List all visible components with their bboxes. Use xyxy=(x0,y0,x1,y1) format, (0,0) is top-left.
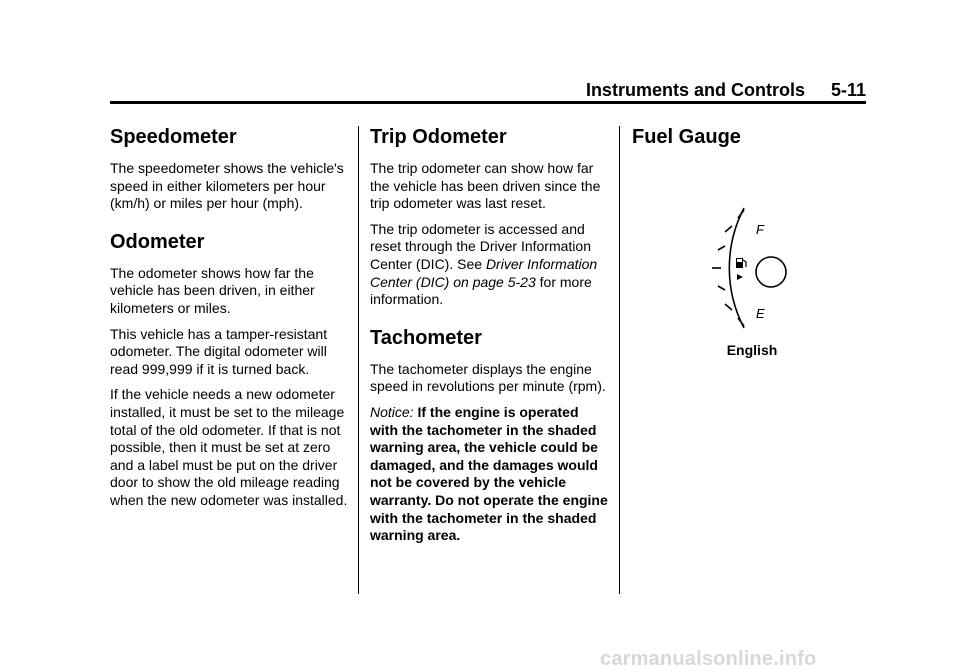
fuel-pump-icon xyxy=(736,258,746,268)
fuel-gauge-illustration xyxy=(632,160,872,340)
trip-odometer-text-2 xyxy=(370,221,610,309)
column-left xyxy=(110,124,350,518)
tick xyxy=(725,304,732,310)
tick xyxy=(725,226,732,232)
speedometer-text: The speedometer shows the vehicle's speed in either kilometers per hour (km/h) or miles per hour (mph). xyxy=(110,160,344,212)
dic-cross-reference-link[interactable]: Driver Information Center (DIC) on page 5-23 xyxy=(370,255,598,290)
trip-odometer-text-2-end: for more information. xyxy=(370,273,592,308)
odometer-heading: Odometer xyxy=(110,230,205,253)
odometer-text-2: This vehicle has a tamper-resistant odometer. The digital odometer will read 999,999 if it is turned back. xyxy=(110,325,328,377)
column-divider xyxy=(619,126,620,594)
fuel-gauge-dial xyxy=(632,160,872,340)
speedometer-heading: Speedometer xyxy=(110,126,237,148)
watermark: carmanualsonline.info xyxy=(600,648,817,670)
tachometer-text: The tachometer displays the engine speed in revolutions per minute (rpm). xyxy=(370,360,606,395)
chapter-title: Instruments and Controls xyxy=(585,80,805,100)
notice-label: Notice: xyxy=(370,403,414,420)
trip-odometer-text-2-start: The trip odometer is accessed and reset through the Driver Information Center (DIC). See xyxy=(370,220,591,272)
tick xyxy=(718,286,725,290)
column-right xyxy=(632,124,872,358)
column-middle xyxy=(370,124,610,553)
gauge-caption: English xyxy=(726,342,778,358)
tachometer-notice xyxy=(370,404,610,545)
notice-text: If the engine is operated with the tachometer in the shaded warning area, the vehicle could be damaged, and the damages would not be covered by the vehicle warranty. Do not operate the engine with the tachometer in the shaded warning area. xyxy=(370,403,608,544)
header-rule xyxy=(110,101,866,104)
tick-empty xyxy=(738,318,744,326)
full-label: F xyxy=(756,222,764,237)
odometer-text-3: If the vehicle needs a new odometer installed, it must be set to the mileage total of the old odometer. If that is not possible, then it must be set at zero and a label must be put on the driver door to show the old mileage reading when the new odometer was installed. xyxy=(110,386,348,508)
tick xyxy=(718,246,725,250)
trip-odometer-heading: Trip Odometer xyxy=(370,126,507,148)
tick-full xyxy=(738,210,744,218)
fuel-door-arrow-icon xyxy=(737,274,743,280)
empty-label: E xyxy=(756,306,765,321)
column-divider xyxy=(358,126,359,594)
page-header xyxy=(110,80,866,101)
needle-hub xyxy=(756,257,786,287)
tachometer-heading: Tachometer xyxy=(370,326,482,349)
page-number: 5-11 xyxy=(830,80,866,100)
fuel-gauge-heading: Fuel Gauge xyxy=(632,126,741,148)
odometer-text-1: The odometer shows how far the vehicle has been driven, in either kilometers or miles. xyxy=(110,264,315,316)
trip-odometer-text-1: The trip odometer can show how far the vehicle has been driven since the trip odometer was last reset. xyxy=(370,160,601,212)
